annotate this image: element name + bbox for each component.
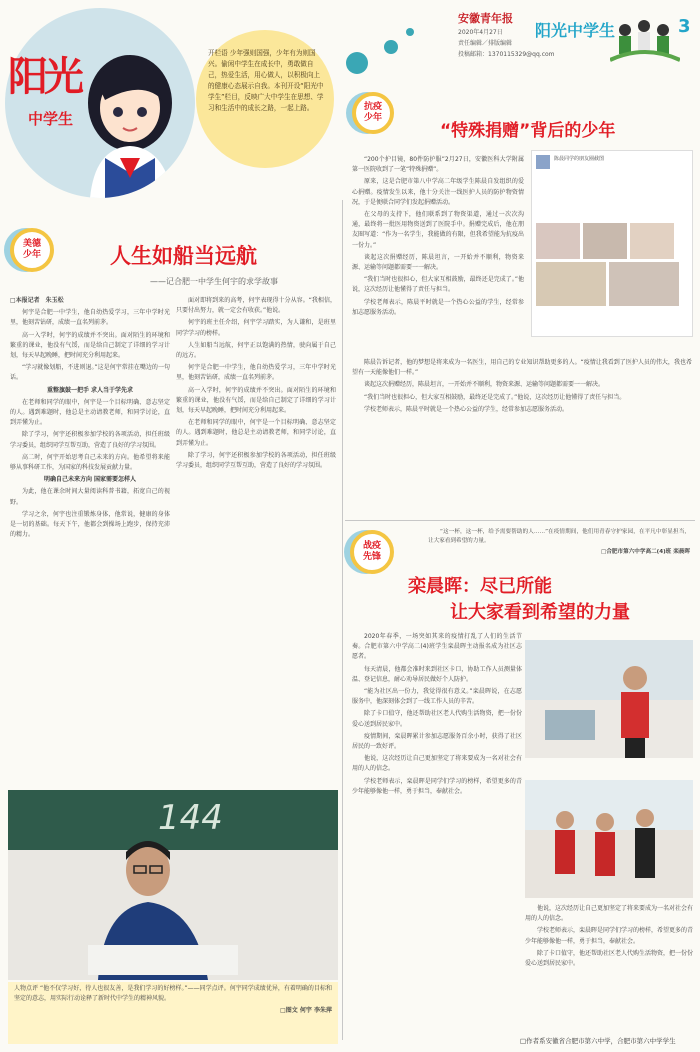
paragraph: “能为社区出一份力，我觉得很有意义。”栾晨晖说，在志愿服务中，他深刻体会到了一线工作人员的辛苦。 xyxy=(352,688,522,706)
paragraph: 何宇是合肥一中学生，他自幼热爱学习，三年中学时光里，他刻苦钻研，成绩一直名列前茅。 xyxy=(176,364,336,382)
students-group-icon xyxy=(610,16,680,62)
tag-line1: 战疫 xyxy=(362,541,381,551)
quote-credit: □合肥市第六中学高二(4)班 栾晨晖 xyxy=(601,549,690,555)
paragraph: 学习之余，何宇也注重锻炼身体，他常说，健康的身体是一切的基础。每天下午，他都会到操场上跑步，保持充沛的精力。 xyxy=(10,510,170,539)
article-column xyxy=(352,155,524,355)
column-intro-text: 开栏语 少年强则国强，少年有为则国兴。偷闲中学生在成长中，勇敢做自己，热爱生活，用心做人，以积极向上的健康心态展示自我。本刊开设“阳光中学生”栏目，反映广大中学生在思想、学习和生活中的成长之路，一起上路。 xyxy=(208,49,324,112)
article-title-line1: 栾晨晖：尽已所能 xyxy=(408,576,552,597)
paragraph: 在父母的支持下，他们联系到了物资渠道，通过一次次沟通，最终将一批医用物资送到了医院手中。捐赠完成后，他在朋友圈写道：“作为一名学生，我能做的有限，但我希望能为抗疫出一份力。” xyxy=(352,211,524,249)
paragraph: 高一入学时，何宇的成绩并不突出。面对陌生的环境和繁重的课业，他没有气馁，而是给自己制定了详细的学习计划，每天早起晚睡，把时间充分利用起来。 xyxy=(10,331,170,360)
paragraph: 他说，这次经历让自己更加坚定了将来要成为一名对社会有用的人的信念。 xyxy=(525,905,693,923)
intertitle: 明确自己未来方向 国家需要怎样人 xyxy=(43,476,137,484)
paragraph: 面对即将到来的高考，何宇表现得十分从容。“我相信，只要付出努力，就一定会有收获。”他说。 xyxy=(176,297,336,315)
article-column-left xyxy=(10,296,170,776)
article-column-right xyxy=(525,904,693,1028)
tag-badge xyxy=(350,530,394,574)
tag-line1: 抗疫 xyxy=(363,102,382,112)
paragraph: 何宇是合肥一中学生，他自幼热爱学习，三年中学时光里，他刻苦钻研，成绩一直名列前茅。 xyxy=(10,309,170,327)
quote-block xyxy=(428,528,690,566)
volunteer-figure xyxy=(525,640,693,758)
paragraph: 疫情期间，栾晨晖累计参加志愿服务百余小时，获得了社区居民的一致好评。 xyxy=(352,732,522,751)
paragraph: 高二时，何宇开始思考自己未来的方向。他希望将来能够从事科研工作，为国家的科技发展贡献力量。 xyxy=(10,453,170,472)
paragraph: 除了卡口值守，他还帮助社区老人代购生活物资，把一份份爱心送到居民家中。 xyxy=(525,949,693,968)
tag-line1: 美德 xyxy=(22,239,41,249)
paragraph: 为此，他在课余时间大量阅读科普书籍，拓宽自己的视野。 xyxy=(10,488,170,506)
paragraph: “我们当时也很担心，但大家互相鼓励，最终还是完成了。”他说，这次经历让他懂得了责任与担当。 xyxy=(352,276,524,294)
chat-text: 陈晨同学的朋友圈截图 xyxy=(554,156,605,162)
paragraph: 何宇的班主任介绍，何宇学习踏实，为人谦和，是班里同学学习的榜样。 xyxy=(176,319,336,337)
article-column-left xyxy=(352,632,522,1027)
paragraph: 除了学习，何宇还积极参加学校的各项活动，担任班级学习委员，组织同学互帮互助，营造了良好的学习氛围。 xyxy=(176,451,336,470)
paragraph: 原来，这是合肥市第八中学高二年级学生陈晨自发组织的爱心捐赠。疫情发生以来，他十分关注一线医护人员的防护物资情况，于是便联合同学们发起捐赠活动。 xyxy=(352,178,524,206)
intertitle: 重整旗鼓一把手 求人当于学先求 xyxy=(46,386,134,394)
quote-text: “这一杯，这一杯，给予需要帮助的人……”在疫情期间，他们用青春守护家园，在平凡中彰显担当，让大家看到希望的力量。 xyxy=(428,529,690,544)
paragraph: “学习就像划船，不进则退。”这是何宇常挂在嘴边的一句话。 xyxy=(10,364,170,382)
paragraph: 谈起这次捐赠经历，陈晨坦言，一开始并不顺利，物资来源、运输等问题都需要一一解决。 xyxy=(364,381,605,389)
paragraph: 除了学习，何宇还积极参加学校的各项活动，担任班级学习委员，组织同学互帮互助，营造了良好的学习氛围。 xyxy=(10,431,170,449)
email-line: 投稿邮箱：1370115329@qq.com xyxy=(458,51,555,58)
section-title: 阳光中学生 xyxy=(535,21,616,40)
column-divider xyxy=(342,200,343,1040)
caption-text: 人物点评 “他不仅学习好，待人也很友善，是我们学习的好榜样。”——同学点评。何宇同学成绩优异，有着明确的目标和坚定的意志，用实际行动诠释了新时代中学生的精神风貌。 xyxy=(14,985,332,1003)
paragraph: 陈晨告诉记者，他的梦想是将来成为一名医生，用自己的专业知识帮助更多的人。“疫情让我看到了医护人员的伟大，我也希望有一天能像他们一样。” xyxy=(352,359,692,377)
article-continued xyxy=(352,358,692,468)
article-subtitle: ——记合肥一中学生何宇的求学故事 xyxy=(150,277,278,286)
paragraph: 谈起这次捐赠经历，陈晨坦言，一开始并不顺利，物资来源、运输等问题都需要一一解决。 xyxy=(352,253,524,272)
volunteer-photo-2 xyxy=(525,780,693,898)
paragraph: 他说，这次经历让自己更加坚定了将来要成为一名对社会有用的人的信念。 xyxy=(352,755,522,773)
chat-header xyxy=(532,151,692,219)
tag-badge xyxy=(10,228,54,272)
student-figure xyxy=(78,820,238,980)
paragraph: “200个护目镜，80件防护服”2月27日，安徽医科大学附属第一医院收到了一笔“特殊捐赠”。 xyxy=(352,156,524,174)
column-title: 阳光 xyxy=(8,54,80,100)
student-illustration xyxy=(5,8,195,198)
byline: □本报记者 朱玉松 xyxy=(10,297,64,304)
divider xyxy=(345,520,695,521)
photo-credit: □图文 何宇 李朱萍 xyxy=(280,1007,332,1015)
paragraph: 除了卡口值守，他还帮助社区老人代购生活物资，把一份份爱心送到居民家中。 xyxy=(352,710,522,728)
avatar xyxy=(536,155,550,169)
paragraph: “我们当时也很担心，但大家互相鼓励，最终还是完成了。”他说，这次经历让他懂得了责任与担当。 xyxy=(364,393,626,401)
paragraph: 在老师和同学的眼中，何宇是一个目标明确、意志坚定的人。遇到难题时，他总是主动请教老师，和同学讨论，直到弄懂为止。 xyxy=(176,419,336,447)
paragraph: 2020年春季，一场突如其来的疫情打乱了人们的生活节奏。合肥市第六中学高二(4)班学生栾晨晖主动报名成为社区志愿者。 xyxy=(352,633,522,661)
paragraph: 学校老师表示，栾晨晖是同学们学习的榜样，希望更多的青少年能够像他一样，勇于担当，奉献社会。 xyxy=(525,927,693,945)
article-footer: □作者系安徽省合肥市第六中学，合肥市第六中学学生 xyxy=(520,1037,676,1045)
article-title: 人生如船当远航 xyxy=(110,244,257,268)
paragraph: 学校老师表示，陈晨平时就是一个热心公益的学生，经常参加志愿服务活动。 xyxy=(364,405,569,413)
page-number: 3 xyxy=(678,16,691,37)
student-photo xyxy=(8,790,338,980)
paper-name: 安徽青年报 xyxy=(458,12,513,25)
tag-line2: 先锋 xyxy=(362,552,381,562)
photo-caption xyxy=(8,982,338,1044)
blackboard-number: 144 xyxy=(158,798,223,838)
tag-badge xyxy=(352,92,394,134)
masthead-circle xyxy=(5,8,195,198)
tag-line2: 少年 xyxy=(363,113,382,123)
paragraph: 高一入学时，何宇的成绩并不突出。面对陌生的环境和繁重的课业，他没有气馁，而是给自己制定了详细的学习计划，每天早起晚睡，把时间充分利用起来。 xyxy=(176,386,336,415)
article-title: “特殊捐赠”背后的少年 xyxy=(440,121,616,141)
paragraph: 人生如船当远航，何宇正以饱满的热情，驶向属于自己的远方。 xyxy=(176,341,336,360)
volunteer-group xyxy=(525,780,693,898)
column-subtitle: 中学生 xyxy=(28,110,74,128)
volunteer-photo-1 xyxy=(525,640,693,758)
chat-image-grid xyxy=(532,219,692,310)
article-title-line2: 让大家看到希望的力量 xyxy=(450,602,630,623)
issue-date: 2020年4月27日 xyxy=(458,29,503,36)
paragraph: 每天清晨，他都会准时来到社区卡口，协助工作人员测量体温、登记信息，耐心劝导居民做好个人防护。 xyxy=(352,665,522,683)
paragraph: 学校老师表示，陈晨平时就是一个热心公益的学生，经常参加志愿服务活动。 xyxy=(352,298,524,316)
editor-line: 责任编辑／排版编辑 xyxy=(458,40,513,47)
tag-line2: 少年 xyxy=(22,250,41,260)
article-column-right xyxy=(176,296,336,776)
paragraph: 学校老师表示，栾晨晖是同学们学习的榜样，希望更多的青少年能够像他一样，勇于担当，奉献社会。 xyxy=(352,777,522,795)
paragraph: 在老师和同学的眼中，何宇是一个目标明确、意志坚定的人。遇到难题时，他总是主动请教老师，和同学讨论，直到弄懂为止。 xyxy=(10,398,170,427)
chat-screenshot xyxy=(531,150,693,337)
